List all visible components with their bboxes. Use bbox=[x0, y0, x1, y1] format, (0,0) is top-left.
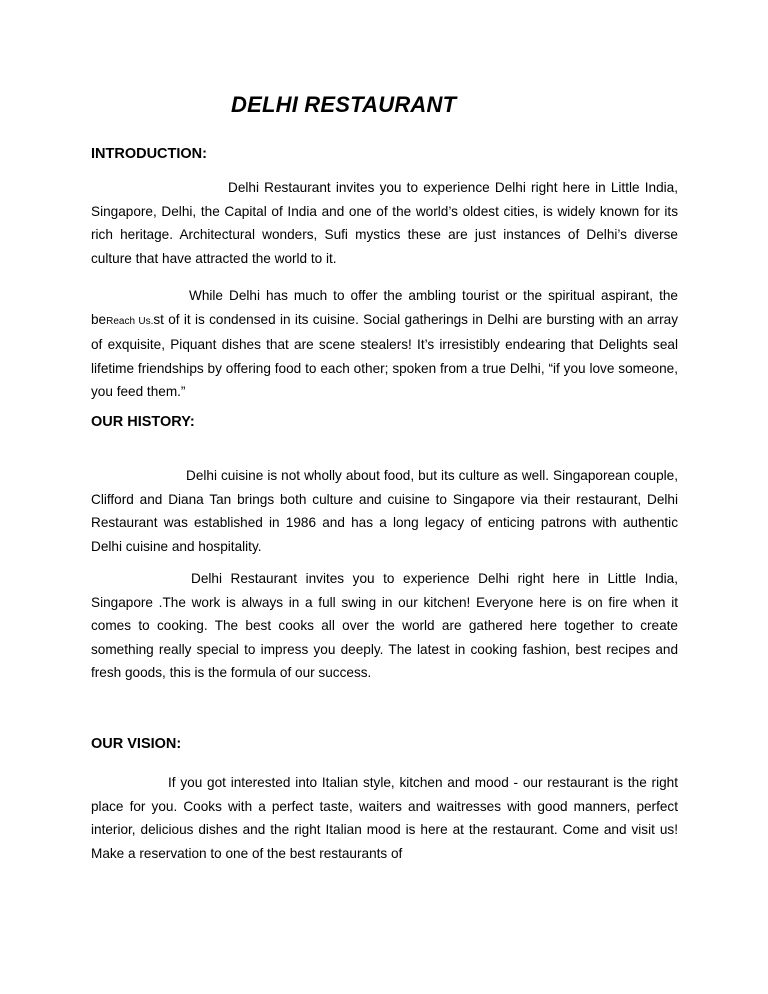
introduction-paragraph-1: Delhi Restaurant invites you to experience Delhi right here in Little India, Singapore, Delhi, the Capital of India and one of the world’s oldest cities, is widely known for its rich heritage. Architectural wonders, Sufi mystics these are just instances of Delhi’s diverse culture that have attracted the world to it. bbox=[91, 180, 678, 266]
introduction-paragraph-2-after: st of it is condensed in its cuisine. Social gatherings in Delhi are bursting with an array of exquisite, Piquant dishes that are scene stealers! It’s irresistibly endearing that Delights seal lifetime friendships by offering food to each other; spoken from a true Delhi, “if you love someone, you feed them.” bbox=[91, 311, 679, 399]
history-heading: OUR HISTORY: bbox=[91, 414, 195, 430]
document-title: DELHI RESTAURANT bbox=[231, 92, 457, 117]
history-paragraph-2: Delhi Restaurant invites you to experience Delhi right here in Little India, Singapore .The work is always in a full swing in our kitchen! Everyone here is on fire when it comes to cooking. The best cooks all over the world are gathered here together to create something really special to impress you deeply. The latest in cooking fashion, best recipes and fresh goods, this is the formula of our success. bbox=[91, 571, 678, 680]
introduction-heading: INTRODUCTION: bbox=[91, 146, 207, 162]
vision-paragraph-1: If you got interested into Italian style, kitchen and mood - our restaurant is the right place for you. Cooks with a perfect taste, waiters and waitresses with good manners, perfect interior, delicious dishes and the right Italian mood is here at the restaurant. Come and visit us! Make a reservation to one of the best restaurants of bbox=[91, 775, 678, 861]
introduction-paragraph-2 bbox=[91, 284, 678, 404]
reach-us-inline-link[interactable]: Reach Us. bbox=[106, 315, 154, 327]
history-paragraph-1: Delhi cuisine is not wholly about food, but its culture as well. Singaporean couple, Clifford and Diana Tan brings both culture and cuisine to Singapore via their restaurant, Delhi Restaurant was established in 1986 and has a long legacy of enticing patrons with authentic Delhi cuisine and hospitality. bbox=[91, 468, 678, 554]
introduction-paragraph-2-before: While Delhi has much to offer the ambling tourist or the spiritual aspirant, the be bbox=[91, 288, 678, 327]
vision-heading: OUR VISION: bbox=[91, 736, 182, 752]
